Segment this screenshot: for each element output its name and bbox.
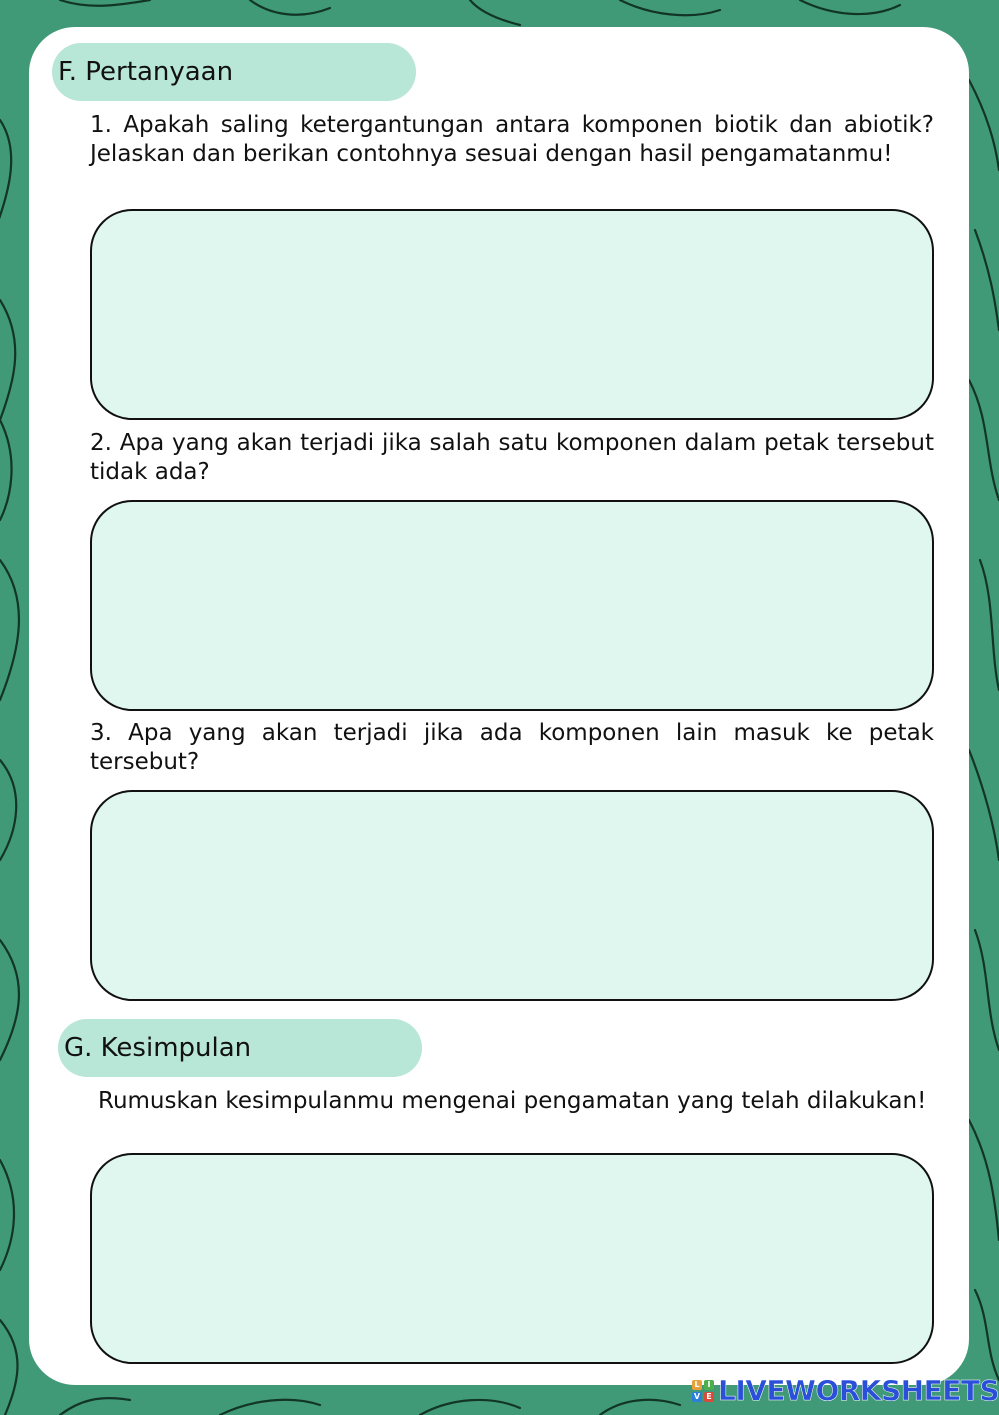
question-2: 2. Apa yang akan terjadi jika salah satu komponen dalam petak tersebut tidak ada? [90, 430, 934, 485]
conclusion-prompt: Rumuskan kesimpulanmu mengenai pengamatan yang telah dilakukan! [98, 1088, 927, 1114]
section-title-conclusion [58, 1019, 422, 1077]
liveworksheets-wordmark: LIVEWORKSHEETS [718, 1374, 999, 1407]
section-title-conclusion-label: G. Kesimpulan [64, 1033, 252, 1063]
answer-box-1[interactable] [90, 209, 934, 420]
liveworksheets-logo [692, 1374, 999, 1407]
section-title-questions-label: F. Pertanyaan [58, 57, 234, 87]
section-title-questions [52, 43, 416, 101]
answer-box-3[interactable] [90, 790, 934, 1001]
conclusion-answer-box[interactable] [90, 1153, 934, 1364]
question-1: 1. Apakah saling ketergantungan antara komponen biotik dan abiotik? Jelaskan dan berikan contohnya sesuai dengan hasil pengamatanmu! [90, 112, 934, 167]
liveworksheets-mark-icon: L I V E [692, 1380, 714, 1402]
question-3: 3. Apa yang akan terjadi jika ada komponen lain masuk ke petak tersebut? [90, 720, 934, 775]
answer-box-2[interactable] [90, 500, 934, 711]
